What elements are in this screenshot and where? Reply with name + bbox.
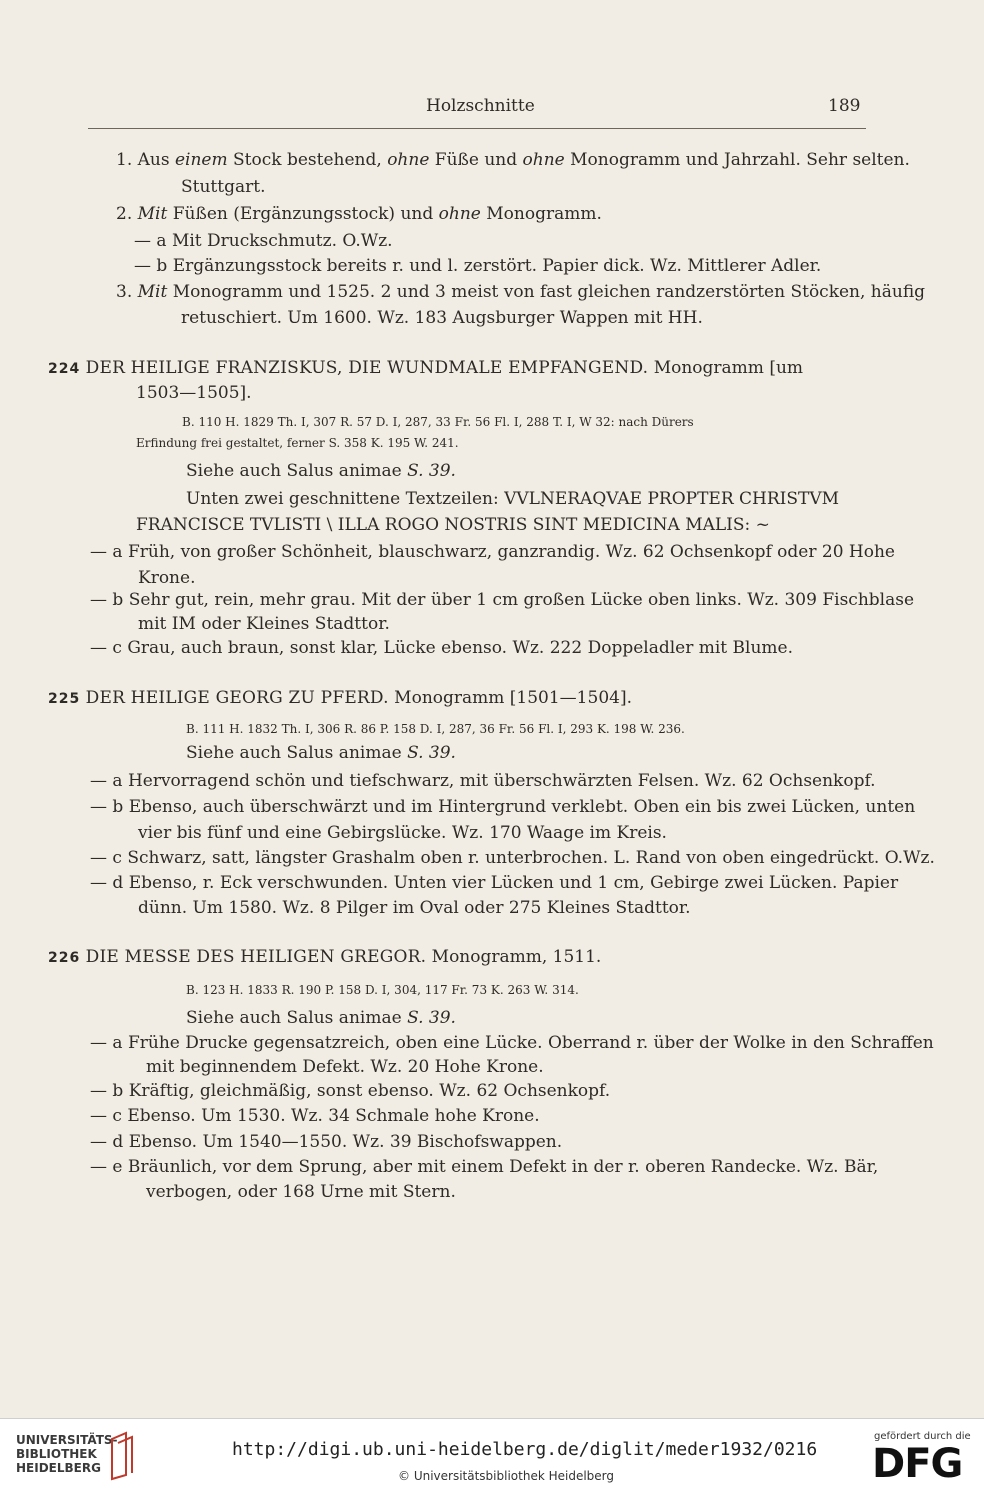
- entry-number: 224: [48, 361, 81, 377]
- entry-226-state-a: — a Frühe Drucke gegensatzreich, oben eine Lücke. Oberrand r. über der Wolke in den Schraffen: [90, 1033, 934, 1053]
- library-logo-text: UNIVERSITÄTS- BIBLIOTHEK HEIDELBERG: [16, 1433, 118, 1475]
- entry-225-state-d-cont: dünn. Um 1580. Wz. 8 Pilger im Oval oder 275 Kleines Stadttor.: [138, 898, 691, 918]
- entry-224-state-a-cont: Krone.: [138, 568, 196, 588]
- entry-225-state-c: — c Schwarz, satt, längster Grashalm oben r. unterbrochen. L. Rand von oben eingedrückt. O.Wz.: [90, 848, 935, 868]
- entry-title: DIE MESSE DES HEILIGEN GREGOR.: [85, 947, 427, 967]
- entry-number: 225: [48, 691, 81, 707]
- entry-224-state-b: — b Sehr gut, rein, mehr grau. Mit der über 1 cm großen Lücke oben links. Wz. 309 Fischblase: [90, 590, 915, 610]
- page-number: 189: [828, 96, 861, 116]
- entry-224-see-also: Siehe auch Salus animae S. 39.: [186, 461, 456, 481]
- entry-226-state-a-cont: mit beginnendem Defekt. Wz. 20 Hohe Krone.: [146, 1057, 544, 1077]
- entry-224-refs-1: B. 110 H. 1829 Th. I, 307 R. 57 D. I, 287, 33 Fr. 56 Fl. I, 288 T. I, W 32: nach Dürers: [182, 415, 694, 429]
- entry-226-state-c: — c Ebenso. Um 1530. Wz. 34 Schmale hohe Krone.: [90, 1106, 540, 1126]
- dfg-logo: DFG: [872, 1441, 963, 1487]
- intro-line-5: — b Ergänzungsstock bereits r. und l. zerstört. Papier dick. Wz. Mittlerer Adler.: [134, 256, 822, 276]
- entry-title: DER HEILIGE GEORG ZU PFERD.: [85, 688, 389, 708]
- entry-225-heading: 225 DER HEILIGE GEORG ZU PFERD. Monogramm [1501—1504].: [48, 688, 632, 708]
- intro-line-3: 2. Mit Füßen (Ergänzungsstock) und ohne Monogramm.: [116, 204, 602, 224]
- entry-title: DER HEILIGE FRANZISKUS, DIE WUNDMALE EMPFANGEND.: [85, 358, 649, 378]
- intro-line-6: 3. Mit Monogramm und 1525. 2 und 3 meist von fast gleichen randzerstörten Stöcken, häufig: [116, 282, 926, 302]
- entry-224-refs-2: Erfindung frei gestaltet, ferner S. 358 K. 195 W. 241.: [136, 436, 459, 450]
- intro-line-1: 1. Aus einem Stock bestehend, ohne Füße und ohne Monogramm und Jahrzahl. Sehr selten.: [116, 150, 910, 170]
- viewer-footer: [0, 1418, 984, 1490]
- entry-225-state-a: — a Hervorragend schön und tiefschwarz, mit überschwärzten Felsen. Wz. 62 Ochsenkopf.: [90, 771, 876, 791]
- intro-line-2: Stuttgart.: [181, 177, 266, 197]
- entry-number: 226: [48, 950, 81, 966]
- entry-226-heading: 226 DIE MESSE DES HEILIGEN GREGOR. Monogramm, 1511.: [48, 947, 602, 967]
- library-emblem-icon: [108, 1429, 138, 1481]
- entry-226-refs-1: B. 123 H. 1833 R. 190 P. 158 D. I, 304, 117 Fr. 73 K. 263 W. 314.: [186, 983, 579, 997]
- copyright-notice: © Universitätsbibliothek Heidelberg: [398, 1469, 615, 1483]
- header-rule: [88, 128, 866, 129]
- funding-note: gefördert durch die: [874, 1431, 971, 1442]
- entry-225-state-d: — d Ebenso, r. Eck verschwunden. Unten vier Lücken und 1 cm, Gebirge zwei Lücken. Papier: [90, 873, 899, 893]
- entry-225-state-b-cont: vier bis fünf und eine Gebirgslücke. Wz. 170 Waage im Kreis.: [138, 823, 667, 843]
- intro-line-7: retuschiert. Um 1600. Wz. 183 Augsburger Wappen mit HH.: [181, 308, 703, 328]
- entry-226-see-also: Siehe auch Salus animae S. 39.: [186, 1008, 456, 1028]
- entry-224-state-b-cont: mit IM oder Kleines Stadttor.: [138, 614, 390, 634]
- entry-224-state-c: — c Grau, auch braun, sonst klar, Lücke ebenso. Wz. 222 Doppeladler mit Blume.: [90, 638, 794, 658]
- entry-225-state-b: — b Ebenso, auch überschwärzt und im Hintergrund verklebt. Oben ein bis zwei Lücken, unten: [90, 797, 916, 817]
- entry-224-heading: 224 DER HEILIGE FRANZISKUS, DIE WUNDMALE EMPFANGEND. Monogramm [um: [48, 358, 804, 378]
- entry-224-inscription-2: FRANCISCE TVLISTI \ ILLA ROGO NOSTRIS SINT MEDICINA MALIS: ~: [136, 515, 770, 535]
- entry-225-refs-1: B. 111 H. 1832 Th. I, 306 R. 86 P. 158 D. I, 287, 36 Fr. 56 Fl. I, 293 K. 198 W. 236.: [186, 722, 685, 736]
- entry-225-see-also: Siehe auch Salus animae S. 39.: [186, 743, 456, 763]
- entry-226-state-d: — d Ebenso. Um 1540—1550. Wz. 39 Bischofswappen.: [90, 1132, 563, 1152]
- entry-224-state-a: — a Früh, von großer Schönheit, blauschwarz, ganzrandig. Wz. 62 Ochsenkopf oder 20 Hohe: [90, 542, 895, 562]
- permalink-url[interactable]: http://digi.ub.uni-heidelberg.de/diglit/meder1932/0216: [232, 1439, 818, 1460]
- intro-line-4: — a Mit Druckschmutz. O.Wz.: [134, 231, 393, 251]
- entry-224-inscription-1: Unten zwei geschnittene Textzeilen: VVLNERAQVAE PROPTER CHRISTVM: [186, 489, 840, 509]
- entry-226-state-e: — e Bräunlich, vor dem Sprung, aber mit einem Defekt in der r. oberen Randecke. Wz. Bär,: [90, 1157, 879, 1177]
- entry-226-state-b: — b Kräftig, gleichmäßig, sonst ebenso. Wz. 62 Ochsenkopf.: [90, 1081, 611, 1101]
- entry-224-date: 1503—1505].: [136, 383, 252, 403]
- running-head-title: Holzschnitte: [426, 96, 535, 116]
- entry-226-state-e-cont: verbogen, oder 168 Urne mit Stern.: [146, 1182, 456, 1202]
